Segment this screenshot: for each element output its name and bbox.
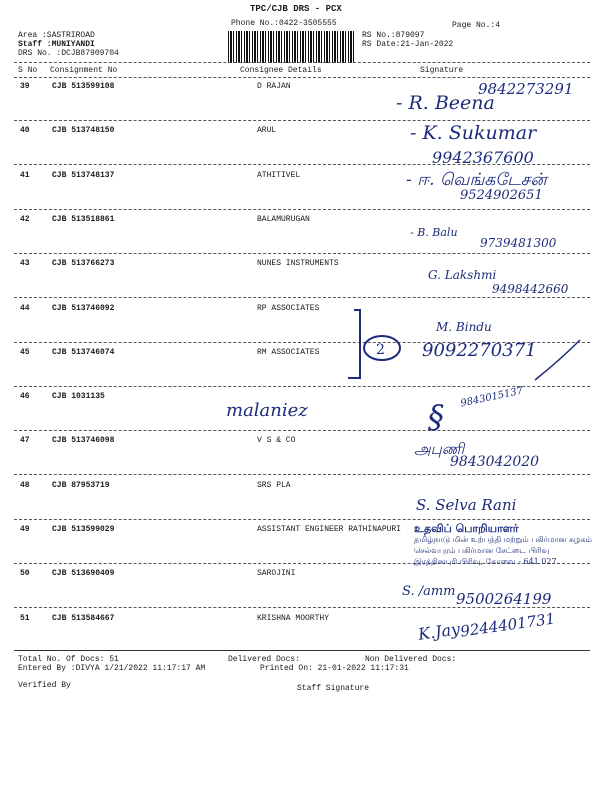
row-consignee: RM ASSOCIATES [257, 348, 320, 357]
row-consignee: BALAMURUGAN [257, 215, 310, 224]
row-consignment: CJB 513690409 [52, 569, 115, 578]
signature-phone: 9739481300 [480, 236, 557, 250]
row-consignment: CJB 513518861 [52, 215, 115, 224]
row-consignee: ATHITIVEL [257, 171, 301, 180]
row-sno: 44 [20, 304, 30, 313]
staff-label: Staff :MUNIYANDI [18, 40, 95, 49]
rs-date: RS Date:21-Jan-2022 [362, 40, 454, 49]
column-header-sno: S No [18, 66, 38, 75]
row-divider [14, 519, 590, 520]
entered-by: Entered By :DIVYA 1/21/2022 11:17:17 AM [18, 664, 206, 673]
signature-phone: 9843042020 [450, 454, 540, 470]
official-stamp: உதவிப் பொறியாளர் தமிழ்நாடு மின் உற்பத்தி மற்றும் பகிர்மான கழகம் செல்வபுரம் பகிர்மான சேட்டை பிரிவு இரத்தினபுரி பிரிவு, கோவை - 641 027. [414, 522, 592, 566]
row-divider [14, 209, 590, 210]
svg-text:2: 2 [376, 342, 385, 358]
column-header-consignee: Consignee Details [240, 66, 322, 75]
non-delivered-docs: Non Delivered Docs: [365, 655, 457, 664]
signature-scribble: அபுணி [414, 440, 465, 458]
row-consignee: ARUL [257, 126, 277, 135]
signature-name: K.Jay [416, 619, 462, 644]
row-consignment: CJB 513748137 [52, 171, 115, 180]
signature-scribble: - ஈ. வெங்கடேசன் [406, 170, 547, 190]
row-consignment: CJB 513746098 [52, 436, 115, 445]
total-docs: Total No. Of Docs: 51 [18, 655, 119, 664]
page-number: Page No.:4 [452, 21, 501, 30]
row-divider [14, 120, 590, 121]
divider [14, 650, 590, 651]
signature-phone: 9942367600 [432, 148, 534, 167]
row-consignee: ASSISTANT ENGINEER RATHINAPURI [257, 525, 402, 534]
phone-number: Phone No.:0422-3505555 [231, 19, 337, 28]
signature-name: - R. Beena [396, 92, 495, 114]
signature-phone: 9500264199 [456, 590, 552, 608]
row-consignment: CJB 513766273 [52, 259, 115, 268]
signature-phone: 9524902651 [460, 188, 543, 203]
row-sno: 42 [20, 215, 30, 224]
row-sno: 47 [20, 436, 30, 445]
row-divider [14, 253, 590, 254]
signature-scribble: § [428, 398, 444, 436]
row-sno: 46 [20, 392, 30, 401]
signature-phone: 9498442660 [492, 282, 569, 296]
document-title: TPC/CJB DRS - PCX [250, 4, 342, 14]
row-consignment: CJB 1031135 [52, 392, 105, 401]
signature-phone: 9092270371 [422, 340, 537, 361]
divider [14, 62, 590, 63]
row-consignee: SAROJINI [257, 569, 296, 578]
drs-number: DRS No. :DCJB87909704 [18, 49, 119, 58]
row-divider [14, 474, 590, 475]
row-sno: 43 [20, 259, 30, 268]
divider [14, 77, 590, 78]
signature-scribble: S. /amm [402, 584, 456, 599]
row-sno: 40 [20, 126, 30, 135]
row-consignee: KRISHNA MOORTHY [257, 614, 330, 623]
barcode-image [228, 31, 354, 63]
row-consignee: NUNES INSTRUMENTS [257, 259, 339, 268]
row-consignment: CJB 513746074 [52, 348, 115, 357]
row-sno: 51 [20, 614, 30, 623]
row-consignment: CJB 513584667 [52, 614, 115, 623]
signature-name: M. Bindu [436, 320, 492, 334]
signature-phone: 9244401731 [459, 609, 557, 641]
row-sno: 45 [20, 348, 30, 357]
signature-name: - K. Sukumar [410, 122, 537, 144]
signature-name: S. Selva Rani [416, 496, 517, 514]
row-consignment: CJB 513748150 [52, 126, 115, 135]
printed-on: Printed On: 21-01-2022 11:17:31 [260, 664, 409, 673]
row-consignee: V S & CO [257, 436, 296, 445]
signature-scribble: - B. Balu [410, 226, 458, 239]
row-consignment: CJB 513599108 [52, 82, 115, 91]
row-consignment: CJB 513746092 [52, 304, 115, 313]
row-sno: 41 [20, 171, 30, 180]
signature-name: G. Lakshmi [428, 268, 497, 282]
signature-phone: 9843015137 [459, 385, 525, 410]
row-consignment: CJB 87953719 [52, 481, 110, 490]
signature-name: malaniez [226, 400, 308, 421]
verified-by: Verified By [18, 681, 71, 690]
area-label: Area :SASTRIROAD [18, 31, 95, 40]
column-header-consignment: Consignment No [50, 66, 118, 75]
rs-number: RS No.:879097 [362, 31, 425, 40]
row-consignment: CJB 513599029 [52, 525, 115, 534]
row-sno: 49 [20, 525, 30, 534]
staff-signature: Staff Signature [297, 684, 370, 693]
row-sno: 50 [20, 569, 30, 578]
row-divider [14, 430, 590, 431]
signature-phone: 9842273291 [478, 80, 574, 98]
row-consignee: D RAJAN [257, 82, 291, 91]
row-sno: 39 [20, 82, 30, 91]
column-header-signature: Signature [420, 66, 464, 75]
row-sno: 48 [20, 481, 30, 490]
row-divider [14, 297, 590, 298]
row-consignee: RP ASSOCIATES [257, 304, 320, 313]
delivered-docs: Delivered Docs: [228, 655, 301, 664]
row-consignee: SRS PLA [257, 481, 291, 490]
